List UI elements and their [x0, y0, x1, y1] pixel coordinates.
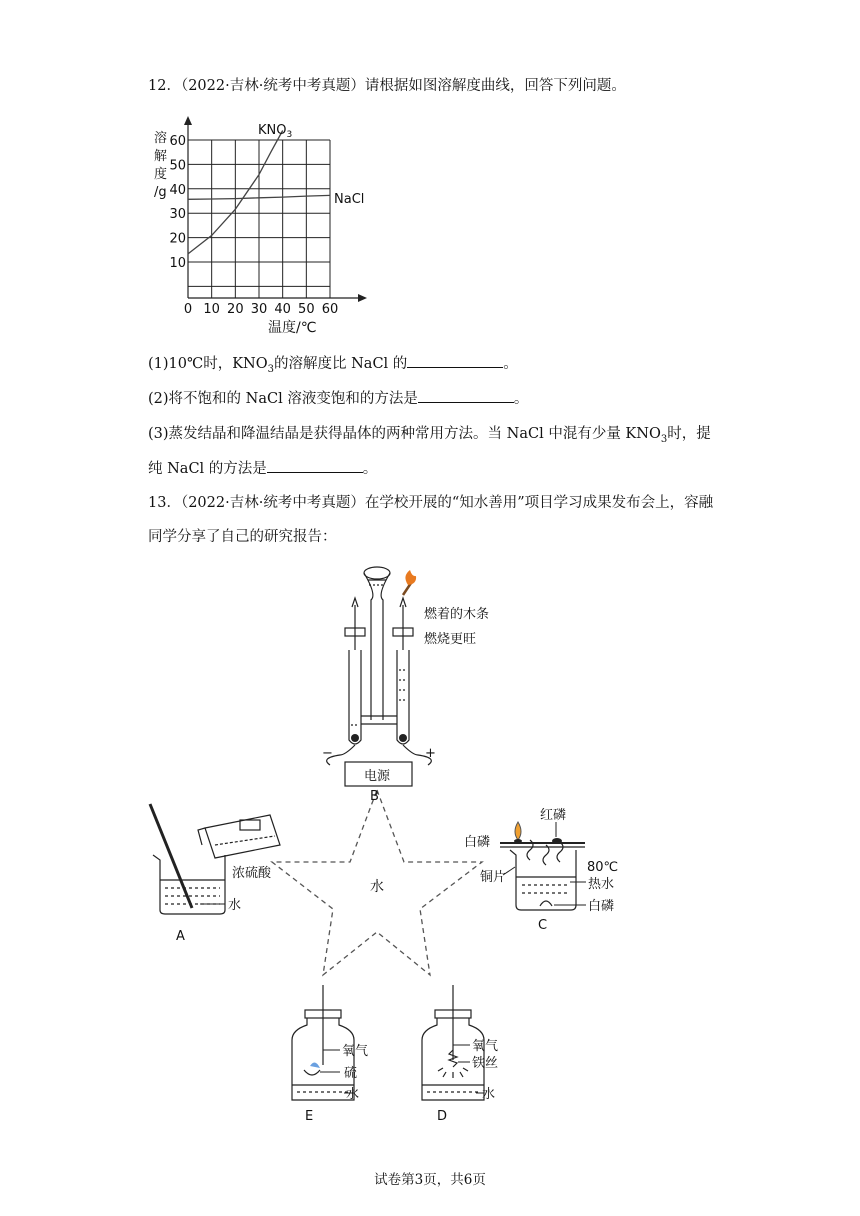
svg-text:白磷: 白磷 — [464, 835, 491, 850]
apparatus-a — [150, 804, 280, 914]
svg-text:热水: 热水 — [588, 877, 615, 892]
x-axis-title: 温度/℃ — [268, 320, 317, 336]
q12-sub2: (2)将不饱和的 NaCl 溶液变饱和的方法是 。 — [148, 388, 528, 409]
q12-intro: 12．（2022·吉林·统考中考真题）请根据如图溶解度曲线，回答下列问题。 — [148, 78, 626, 94]
svg-text:水: 水 — [482, 1087, 496, 1102]
apparatus-c — [500, 840, 585, 910]
x-tick-label: 20 — [227, 302, 244, 317]
flame-icon — [515, 822, 521, 840]
svg-text:A: A — [176, 929, 185, 944]
svg-text:燃烧更旺: 燃烧更旺 — [424, 632, 477, 647]
x-tick-label: 30 — [250, 302, 268, 317]
y-axis-title: 度 — [154, 167, 168, 182]
y-axis-title: 解 — [154, 149, 168, 164]
x-tick-label: 50 — [298, 302, 315, 317]
q12-sub1: (1)10℃时，$KNO_3$的溶解度比 NaCl 的 。 — [148, 353, 518, 380]
svg-text:氧气: 氧气 — [342, 1044, 369, 1059]
svg-text:C: C — [538, 918, 548, 933]
apparatus-b — [327, 567, 432, 786]
svg-text:水: 水 — [346, 1087, 360, 1102]
page-footer: 试卷第3页，共6页 — [374, 1172, 486, 1188]
q12-sub3-line2: 纯 NaCl 的方法是 。 — [148, 458, 377, 479]
svg-text:电源: 电源 — [364, 769, 391, 784]
svg-text:水: 水 — [228, 898, 242, 913]
svg-text:+: + — [425, 746, 436, 761]
svg-text:氧气: 氧气 — [472, 1039, 499, 1054]
apparatus-e — [292, 985, 354, 1100]
q13-line2: 同学分享了自己的研究报告： — [148, 529, 337, 545]
y-axis-title: 溶 — [154, 131, 168, 146]
svg-text:硫: 硫 — [344, 1066, 358, 1081]
y-tick-label: 20 — [169, 231, 186, 247]
y-axis-title: /g — [154, 185, 167, 200]
svg-text:D: D — [437, 1109, 448, 1124]
svg-text:−: − — [322, 746, 333, 761]
x-tick-label: 40 — [274, 302, 291, 317]
center-label: 水 — [370, 879, 384, 895]
x-tick-label: 60 — [321, 302, 339, 317]
svg-text:B: B — [370, 789, 379, 804]
q12-sub3-line1: (3)蒸发结晶和降温结晶是获得晶体的两种常用方法。当 NaCl 中混有少量 $KNO_3$时，提 — [148, 426, 711, 445]
svg-text:浓硫酸: 浓硫酸 — [232, 866, 272, 881]
series-label-nacl: NaCl — [334, 192, 365, 207]
svg-text:80℃: 80℃ — [587, 860, 619, 875]
x-tick-label: 0 — [183, 302, 193, 317]
y-tick-label: 10 — [169, 256, 186, 271]
y-tick-label: 40 — [169, 182, 186, 198]
svg-text:红磷: 红磷 — [540, 808, 567, 823]
y-tick-label: 60 — [169, 134, 186, 149]
x-tick-label: 10 — [203, 302, 220, 317]
y-tick-label: 30 — [169, 207, 186, 223]
svg-text:E: E — [305, 1109, 314, 1124]
y-tick-label: 50 — [169, 158, 186, 174]
svg-text:白磷: 白磷 — [588, 899, 615, 914]
series-label-kno3: $KNO_3$ — [258, 123, 293, 140]
q13-line1: 13．（2022·吉林·统考中考真题）在学校开展的“知水善用”项目学习成果发布会上，容融 — [148, 495, 714, 511]
svg-text:铁丝: 铁丝 — [472, 1056, 499, 1071]
svg-text:燃着的木条: 燃着的木条 — [424, 607, 490, 622]
svg-text:铜片: 铜片 — [480, 870, 507, 885]
